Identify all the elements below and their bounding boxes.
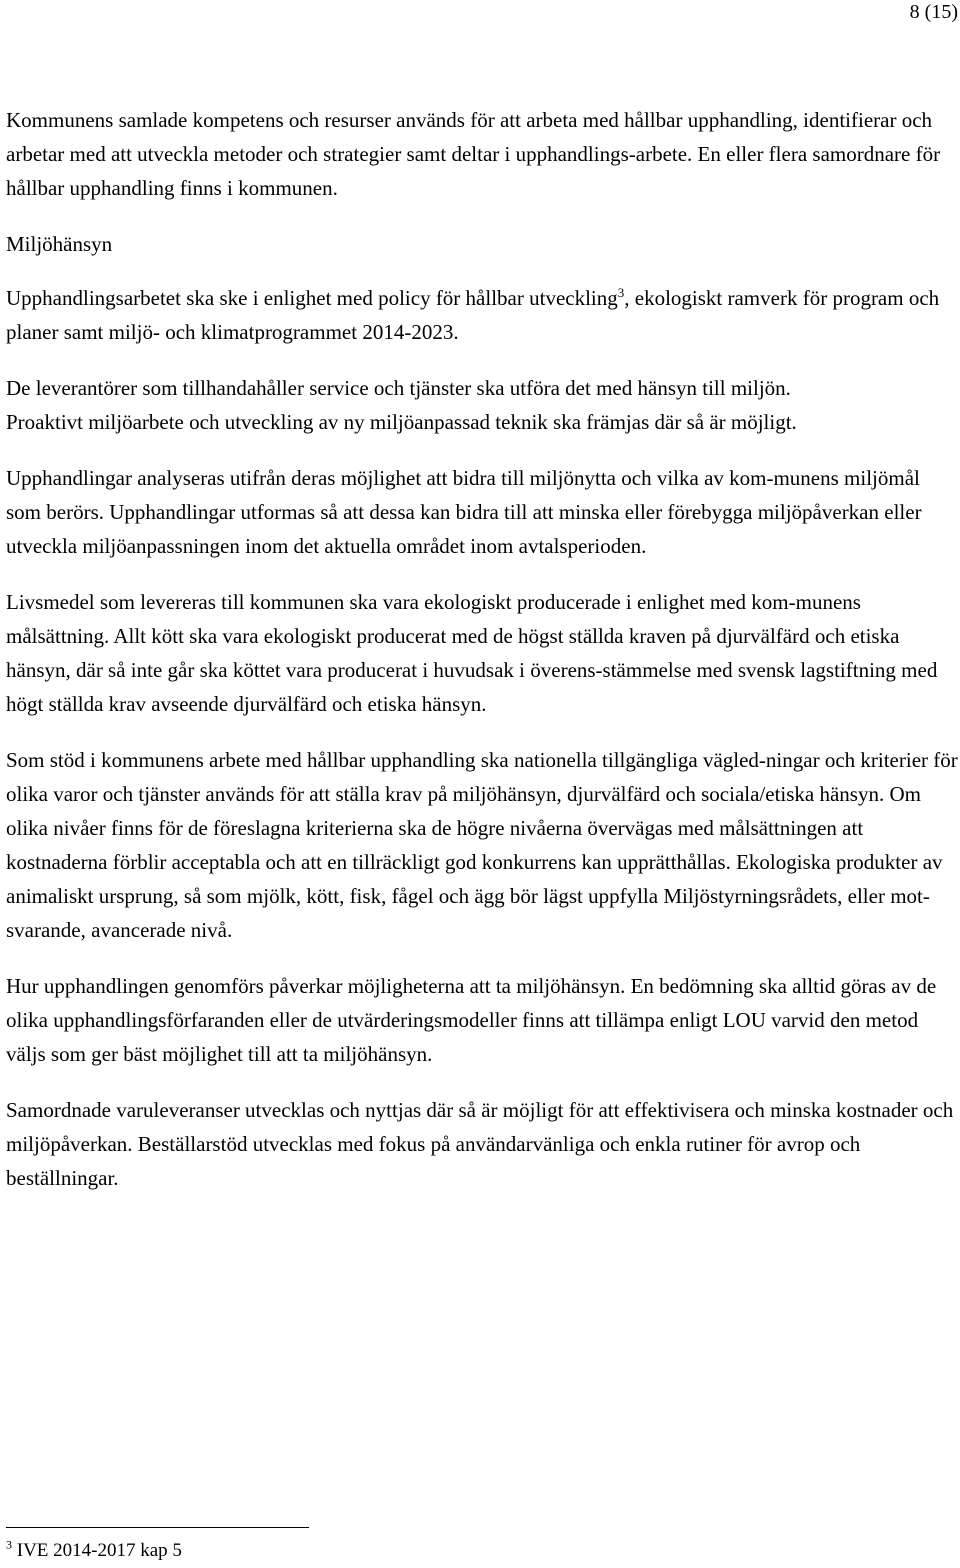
- paragraph-policy: [6, 281, 958, 349]
- paragraph-analysis: Upphandlingar analyseras utifrån deras möjlighet att bidra till miljönytta och vilka av kom-munens miljömål som berörs. Upphandlingar utformas så att dessa kan bidra till att minska eller förebygga miljöpåverkan eller utveckla miljöanpassningen inom det aktuella området inom avtalsperioden.: [6, 466, 922, 558]
- footnote-marker: 3: [6, 1537, 12, 1552]
- paragraph-deliveries: Samordnade varuleveranser utvecklas och nyttjas där så är möjligt för att effektivisera och minska kostnader och miljöpåverkan. Beställarstöd utvecklas med fokus på användarvänliga och enkla rutiner för avrop och beställningar.: [6, 1098, 954, 1190]
- paragraph-procurement-method: Hur upphandlingen genomförs påverkar möjligheterna att ta miljöhänsyn. En bedömning ska alltid göras av de olika upphandlingsförfaranden eller de utvärderingsmodeller finns att tillämpa enligt LOU varvid den metod väljs som ger bäst möjlighet till att ta miljöhänsyn.: [6, 974, 937, 1066]
- document-body: [6, 103, 958, 1217]
- footnote-reference: 3: [617, 285, 625, 300]
- paragraph-policy-text-start: Upphandlingsarbetet ska ske i enlighet med policy för hållbar utveckling: [6, 286, 618, 310]
- footnote-text: IVE 2014-2017 kap 5: [16, 1540, 182, 1561]
- paragraph-resources: Kommunens samlade kompetens och resurser används för att arbeta med hållbar upphandling, identifierar och arbetar med att utveckla metoder och strategier samt deltar i upphandlings-arbete. En eller flera samordnare för hållbar upphandling finns i kommunen.: [6, 108, 941, 200]
- footnote: [6, 1538, 182, 1564]
- paragraph-proactive: Proaktivt miljöarbete och utveckling av ny miljöanpassad teknik ska främjas där så är möjligt.: [6, 410, 797, 434]
- paragraph-guidance: Som stöd i kommunens arbete med hållbar upphandling ska nationella tillgängliga vägled-ningar och kriterier för olika varor och tjänster används för att ställa krav på miljöhänsyn, djurvälfärd och sociala/etiska hänsyn. Om olika nivåer finns för de föreslagna kriterierna ska de högre nivåerna övervägas med målsättningen att kostnaderna förblir acceptabla och att en tillräckligt god konkurrens kan upprätthållas. Ekologiska produkter av animaliskt ursprung, så som mjölk, kött, fisk, fågel och ägg bör lägst uppfylla Miljöstyrningsrådets, eller mot-svarande, avancerade nivå.: [6, 748, 958, 942]
- footnote-divider: [6, 1527, 309, 1528]
- paragraph-policy-text-end: , ekologiskt ramverk för program och planer samt miljö- och klimatprogrammet 2014-2023.: [6, 286, 940, 344]
- section-heading-miljohansyn: Miljöhänsyn: [6, 232, 113, 256]
- paragraph-food: Livsmedel som levereras till kommunen ska vara ekologiskt producerade i enlighet med kom-munens målsättning. Allt kött ska vara ekologiskt producerat med de högst ställda kraven på djurvälfärd och etiska hänsyn, där så inte går ska köttet vara producerat i huvudsak i överens-stämmelse med svensk lagstiftning med högt ställda krav avseende djurvälfärd och etiska hänsyn.: [6, 590, 938, 716]
- paragraph-suppliers: De leverantörer som tillhandahåller service och tjänster ska utföra det med hänsyn till miljön.: [6, 376, 791, 400]
- page-number: 8 (15): [909, 1, 958, 23]
